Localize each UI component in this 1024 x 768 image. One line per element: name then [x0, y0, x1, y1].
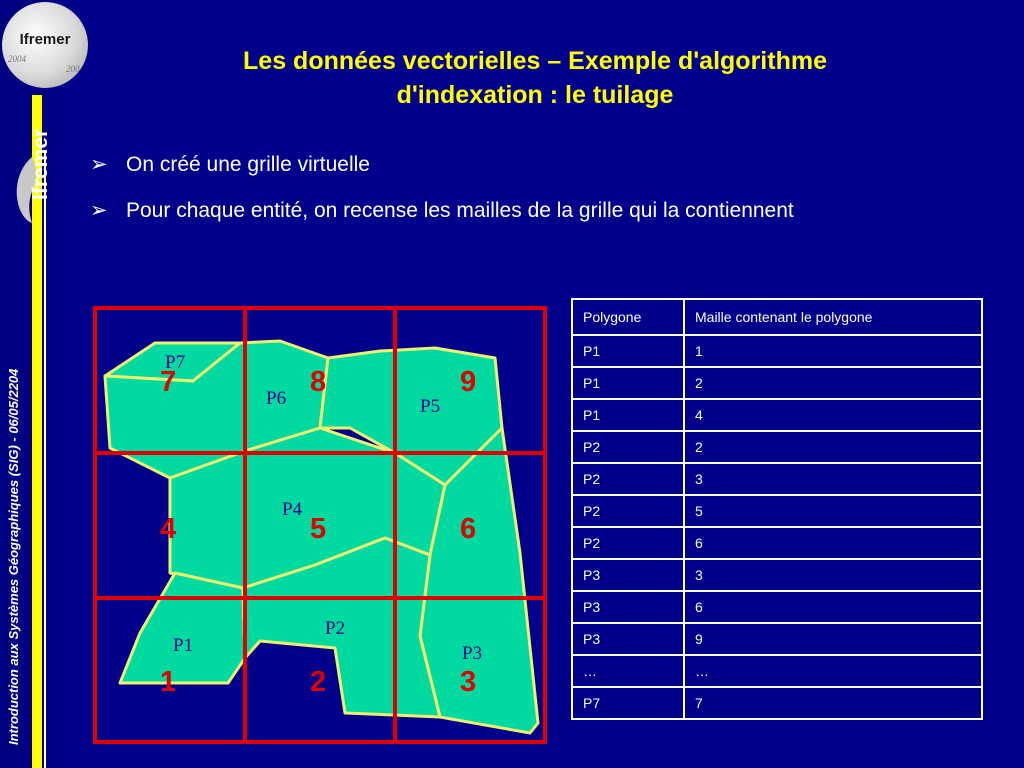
logo-year-right: 2004 [66, 64, 84, 74]
cell-number: 3 [460, 666, 477, 698]
ifremer-logo [2, 2, 88, 88]
table-cell: 2 [684, 367, 982, 399]
polygon-label: P3 [462, 643, 483, 664]
bullet-arrow-icon: ➢ [90, 153, 108, 176]
cell-number: 4 [160, 513, 177, 545]
cell-number: 2 [310, 666, 327, 698]
polygon-label: P7 [165, 352, 186, 373]
table-row [572, 559, 982, 591]
bullet-item [90, 150, 950, 180]
table-cell: P1 [572, 367, 684, 399]
table-cell: … [684, 655, 982, 687]
bullet-text: On créé une grille virtuelle [126, 153, 370, 176]
table-cell: P1 [572, 399, 684, 431]
table-cell: P2 [572, 527, 684, 559]
polygon-label: P1 [173, 635, 194, 656]
table-row [572, 527, 982, 559]
table-cell: P2 [572, 431, 684, 463]
table-cell: P3 [572, 591, 684, 623]
cell-number: 5 [310, 513, 327, 545]
table-cell: 1 [684, 335, 982, 367]
bullet-text: Pour chaque entité, on recense les mailles de la grille qui la contiennent [126, 199, 794, 222]
polygon-p1 [120, 573, 245, 683]
table-row [572, 591, 982, 623]
title-line-1: Les données vectorielles – Exemple d'algorithme [243, 47, 827, 75]
table-cell: 4 [684, 399, 982, 431]
table-cell: P2 [572, 495, 684, 527]
cell-number: 8 [310, 366, 327, 398]
index-table [571, 298, 983, 720]
table-cell: P7 [572, 687, 684, 719]
white-stripe [44, 150, 46, 768]
polygon-label: P5 [420, 396, 441, 417]
table-cell: 6 [684, 527, 982, 559]
cell-number: 9 [460, 366, 477, 398]
cell-number: 6 [460, 513, 477, 545]
table-row [572, 399, 982, 431]
polygon-label: P6 [266, 388, 287, 409]
slide-title [120, 44, 950, 112]
bullet-arrow-icon: ➢ [90, 199, 108, 222]
table-cell: P3 [572, 623, 684, 655]
table-row [572, 687, 982, 719]
table-cell: 7 [684, 687, 982, 719]
table-row [572, 655, 982, 687]
table-cell: P1 [572, 335, 684, 367]
table-cell: 2 [684, 431, 982, 463]
sidebar-course-label: Introduction aux Systèmes Géographiques (SIG) - 06/05/2204 [6, 368, 21, 745]
table-cell: 3 [684, 463, 982, 495]
column-header: Maille contenant le polygone [684, 299, 982, 335]
sidebar-brand: Ifremer [29, 128, 52, 200]
table-header-row [572, 299, 982, 335]
bullet-item [90, 196, 950, 226]
bullet-list [90, 150, 950, 242]
table-cell: 3 [684, 559, 982, 591]
tiling-diagram [90, 303, 552, 747]
table-cell: 6 [684, 591, 982, 623]
polygon-label: P2 [325, 618, 346, 639]
table-row [572, 367, 982, 399]
title-line-2: d'indexation : le tuilage [396, 81, 674, 109]
column-header: Polygone [572, 299, 684, 335]
table-row [572, 623, 982, 655]
logo-year-left: 2004 [8, 54, 26, 64]
polygon-label: P4 [282, 499, 303, 520]
table-row [572, 495, 982, 527]
table-cell: P3 [572, 559, 684, 591]
table-cell: P2 [572, 463, 684, 495]
table-row [572, 335, 982, 367]
table-cell: … [572, 655, 684, 687]
table-cell: 5 [684, 495, 982, 527]
cell-number: 7 [160, 366, 177, 398]
table-row [572, 463, 982, 495]
table-cell: 9 [684, 623, 982, 655]
logo-name: Ifremer [19, 31, 71, 48]
cell-number: 1 [160, 666, 177, 698]
table-row [572, 431, 982, 463]
